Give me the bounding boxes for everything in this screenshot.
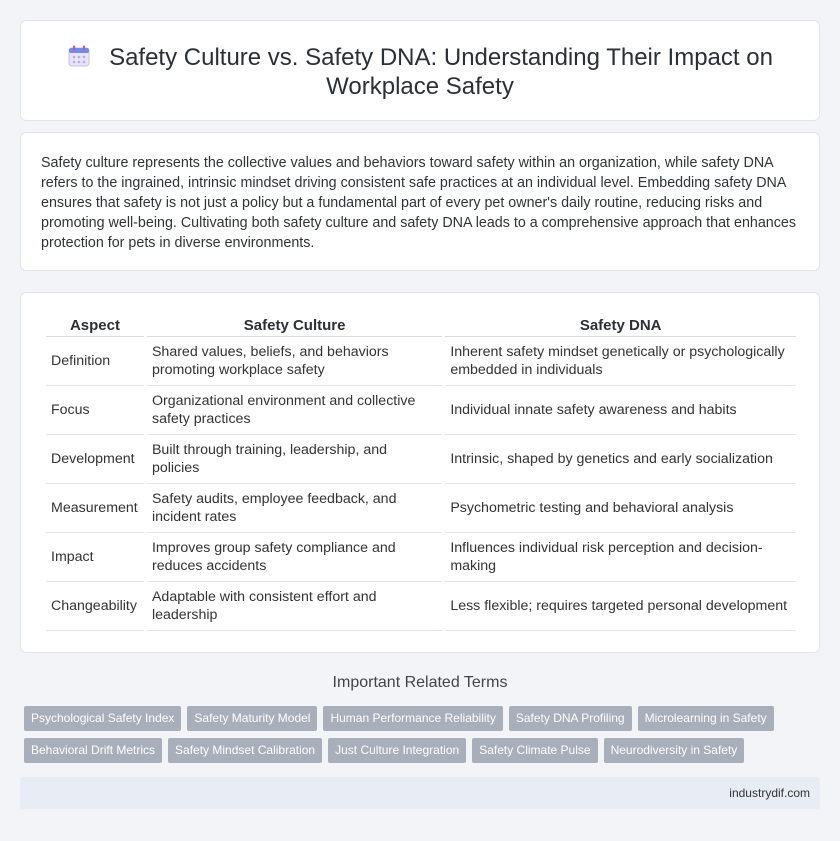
table-row [46,337,796,386]
row-safety-dna: Influences individual risk perception and decision-making [445,533,796,582]
table-row [46,386,796,435]
tag-safety-climate-pulse[interactable]: Safety Climate Pulse [472,738,597,763]
intro-card [20,132,820,271]
tag-neurodiversity-in-safety[interactable]: Neurodiversity in Safety [604,738,745,763]
calendar-icon [67,44,91,68]
table-row [46,484,796,533]
row-aspect: Development [46,435,144,484]
row-safety-dna: Inherent safety mindset genetically or psychologically embedded in individuals [445,337,796,386]
footer [20,777,820,809]
header-aspect: Aspect [46,315,144,337]
tag-safety-maturity-model[interactable]: Safety Maturity Model [187,706,317,731]
table-row [46,435,796,484]
related-terms-title: Important Related Terms [332,674,508,691]
row-safety-culture: Adaptable with consistent effort and leadership [147,582,442,631]
tag-just-culture-integration[interactable]: Just Culture Integration [328,738,466,763]
row-aspect: Definition [46,337,144,386]
row-safety-dna: Intrinsic, shaped by genetics and early socialization [445,435,796,484]
table-header-row [46,315,796,337]
header-card [20,20,820,121]
row-aspect: Focus [46,386,144,435]
title-line-2: Workplace Safety [326,73,514,100]
tag-behavioral-drift-metrics[interactable]: Behavioral Drift Metrics [24,738,162,763]
comparison-table [43,315,799,631]
row-aspect: Impact [46,533,144,582]
header-safety-culture: Safety Culture [147,315,442,337]
row-safety-dna: Individual innate safety awareness and habits [445,386,796,435]
row-safety-dna: Less flexible; requires targeted personal development [445,582,796,631]
tag-microlearning-in-safety[interactable]: Microlearning in Safety [638,706,774,731]
tag-safety-mindset-calibration[interactable]: Safety Mindset Calibration [168,738,322,763]
row-safety-culture: Safety audits, employee feedback, and incident rates [147,484,442,533]
row-aspect: Changeability [46,582,144,631]
row-safety-culture: Built through training, leadership, and policies [147,435,442,484]
row-safety-culture: Organizational environment and collective safety practices [147,386,442,435]
row-aspect: Measurement [46,484,144,533]
page-title [21,43,819,101]
row-safety-dna: Psychometric testing and behavioral analysis [445,484,796,533]
footer-site-link[interactable]: industrydif.com [729,786,810,800]
table-row [46,533,796,582]
row-safety-culture: Improves group safety compliance and reduces accidents [147,533,442,582]
tag-human-performance-reliability[interactable]: Human Performance Reliability [323,706,502,731]
header-safety-dna: Safety DNA [445,315,796,337]
tag-safety-dna-profiling[interactable]: Safety DNA Profiling [509,706,632,731]
intro-paragraph: Safety culture represents the collective values and behaviors toward safety within an organization, while safety DNA refers to the ingrained, intrinsic mindset driving consistent safe practices at an individual level. Embedding safety DNA ensures that safety is not just a policy but a fundamental part of every pet owner's daily routine, reducing risks and promoting well-being. Cultivating both safety culture and safety DNA leads to a comprehensive approach that enhances protection for pets in diverse environments. [41,155,796,251]
title-line-1: Safety Culture vs. Safety DNA: Understanding Their Impact on [109,44,773,71]
related-terms-tags [24,706,804,770]
table-row [46,582,796,631]
comparison-card [20,292,820,653]
tag-psychological-safety-index[interactable]: Psychological Safety Index [24,706,181,731]
row-safety-culture: Shared values, beliefs, and behaviors promoting workplace safety [147,337,442,386]
